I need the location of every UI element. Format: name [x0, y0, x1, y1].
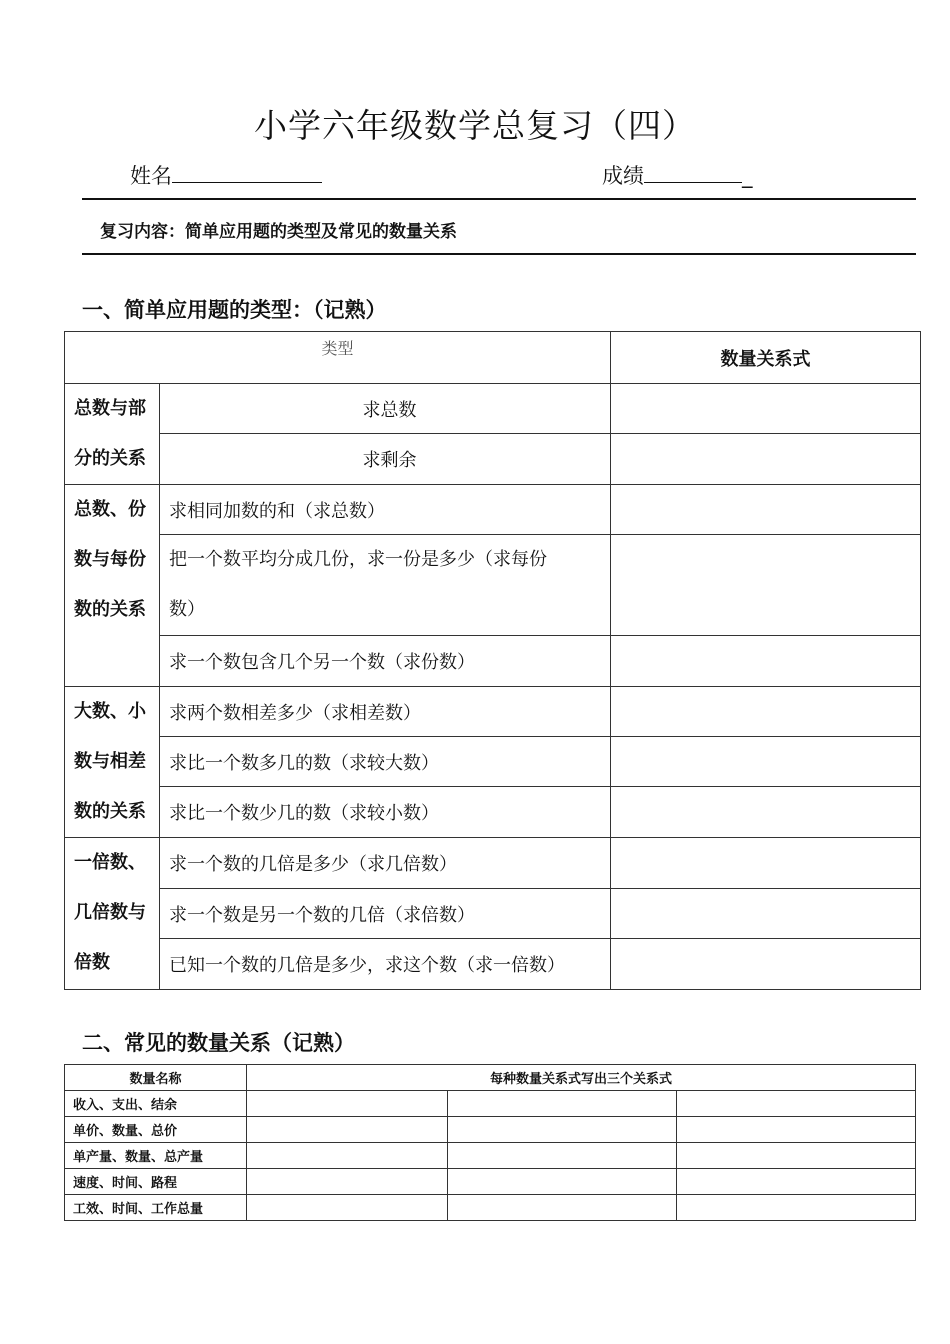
type-item: 求相同加数的和（求总数）: [160, 485, 611, 535]
formula-blank[interactable]: [448, 1169, 677, 1195]
category-line: 数的关系: [74, 801, 146, 822]
category-line: 大数、小: [74, 701, 146, 722]
question-types-table: [64, 331, 921, 990]
formula-blank[interactable]: [611, 939, 921, 990]
quantity-name: 单产量、数量、总产量: [65, 1143, 247, 1169]
table-row: [65, 787, 921, 838]
category-cell: [65, 384, 160, 485]
table-row: [65, 485, 921, 535]
table-row: [65, 434, 921, 485]
formula-column-header: 数量关系式: [611, 332, 921, 384]
formula-blank[interactable]: [611, 787, 921, 838]
score-suffix: _: [742, 164, 753, 188]
table-row: [65, 1195, 916, 1221]
table-row: [65, 939, 921, 990]
category-cell: [65, 485, 160, 687]
formula-blank[interactable]: [611, 838, 921, 889]
table-row: [65, 687, 921, 737]
score-blank[interactable]: [644, 164, 742, 183]
name-blank[interactable]: [172, 164, 322, 183]
formula-blank[interactable]: [611, 384, 921, 434]
type-item: 求一个数的几倍是多少（求几倍数）: [160, 838, 611, 889]
table-header-row: [65, 332, 921, 384]
formula-blank[interactable]: [611, 889, 921, 939]
formula-blank[interactable]: [611, 485, 921, 535]
formula-blank[interactable]: [677, 1169, 916, 1195]
category-cell: [65, 687, 160, 838]
type-item-line: 数）: [169, 599, 205, 620]
category-line: 总数与部: [74, 398, 146, 419]
formulas-column-header: 每种数量关系式写出三个关系式: [247, 1065, 916, 1091]
type-item: 求一个数包含几个另一个数（求份数）: [160, 636, 611, 687]
formula-blank[interactable]: [448, 1195, 677, 1221]
category-line: 总数、份: [74, 499, 146, 520]
section2-heading: 二、常见的数量关系（记熟）: [82, 1031, 355, 1055]
type-item: 已知一个数的几倍是多少，求这个数（求一倍数）: [160, 939, 611, 990]
formula-blank[interactable]: [677, 1195, 916, 1221]
type-item-line: 把一个数平均分成几份，求一份是多少（求每份: [169, 549, 547, 570]
table-row: [65, 1143, 916, 1169]
category-line: 数与每份: [74, 549, 146, 570]
category-line: 数的关系: [74, 599, 146, 620]
formula-blank[interactable]: [247, 1091, 448, 1117]
quantity-name: 工效、时间、工作总量: [65, 1195, 247, 1221]
formula-blank[interactable]: [611, 434, 921, 485]
formula-blank[interactable]: [448, 1143, 677, 1169]
category-line: 倍数: [74, 952, 110, 973]
quantity-name: 收入、支出、结余: [65, 1091, 247, 1117]
name-label: 姓名: [130, 164, 172, 188]
formula-blank[interactable]: [247, 1143, 448, 1169]
type-item: [160, 535, 611, 636]
table-row: [65, 636, 921, 687]
page-title: 小学六年级数学总复习（四）: [254, 106, 696, 145]
table-row: [65, 384, 921, 434]
divider-top: [82, 198, 916, 200]
table-row: [65, 737, 921, 787]
type-item: 求比一个数多几的数（求较大数）: [160, 737, 611, 787]
review-content: 复习内容：简单应用题的类型及常见的数量关系: [100, 222, 457, 242]
type-item: 求两个数相差多少（求相差数）: [160, 687, 611, 737]
formula-blank[interactable]: [611, 636, 921, 687]
type-column-header: 类型: [65, 332, 611, 384]
formula-blank[interactable]: [448, 1091, 677, 1117]
formula-blank[interactable]: [677, 1117, 916, 1143]
formula-blank[interactable]: [677, 1143, 916, 1169]
score-field: [602, 160, 753, 190]
formula-blank[interactable]: [677, 1091, 916, 1117]
quantity-name: 单价、数量、总价: [65, 1117, 247, 1143]
category-line: 分的关系: [74, 448, 146, 469]
formula-blank[interactable]: [611, 535, 921, 636]
score-label: 成绩: [602, 164, 644, 188]
type-item: 求总数: [160, 384, 611, 434]
type-item: 求剩余: [160, 434, 611, 485]
table-row: [65, 1169, 916, 1195]
type-item: 求一个数是另一个数的几倍（求倍数）: [160, 889, 611, 939]
type-item: 求比一个数少几的数（求较小数）: [160, 787, 611, 838]
name-field: [130, 160, 322, 190]
formula-blank[interactable]: [247, 1169, 448, 1195]
formula-blank[interactable]: [611, 737, 921, 787]
formula-blank[interactable]: [448, 1117, 677, 1143]
formula-blank[interactable]: [611, 687, 921, 737]
name-column-header: 数量名称: [65, 1065, 247, 1091]
category-line: 数与相差: [74, 751, 146, 772]
table-row: [65, 889, 921, 939]
quantity-name: 速度、时间、路程: [65, 1169, 247, 1195]
table-row: [65, 535, 921, 636]
category-cell: [65, 838, 160, 990]
quantity-relations-table: [64, 1064, 916, 1221]
divider-bottom: [82, 253, 916, 255]
section1-heading: 一、简单应用题的类型：（记熟）: [82, 298, 387, 322]
category-line: 几倍数与: [74, 902, 146, 923]
table-header-row: [65, 1065, 916, 1091]
table-row: [65, 838, 921, 889]
formula-blank[interactable]: [247, 1195, 448, 1221]
category-line: 一倍数、: [74, 852, 146, 873]
table-row: [65, 1117, 916, 1143]
table-row: [65, 1091, 916, 1117]
formula-blank[interactable]: [247, 1117, 448, 1143]
